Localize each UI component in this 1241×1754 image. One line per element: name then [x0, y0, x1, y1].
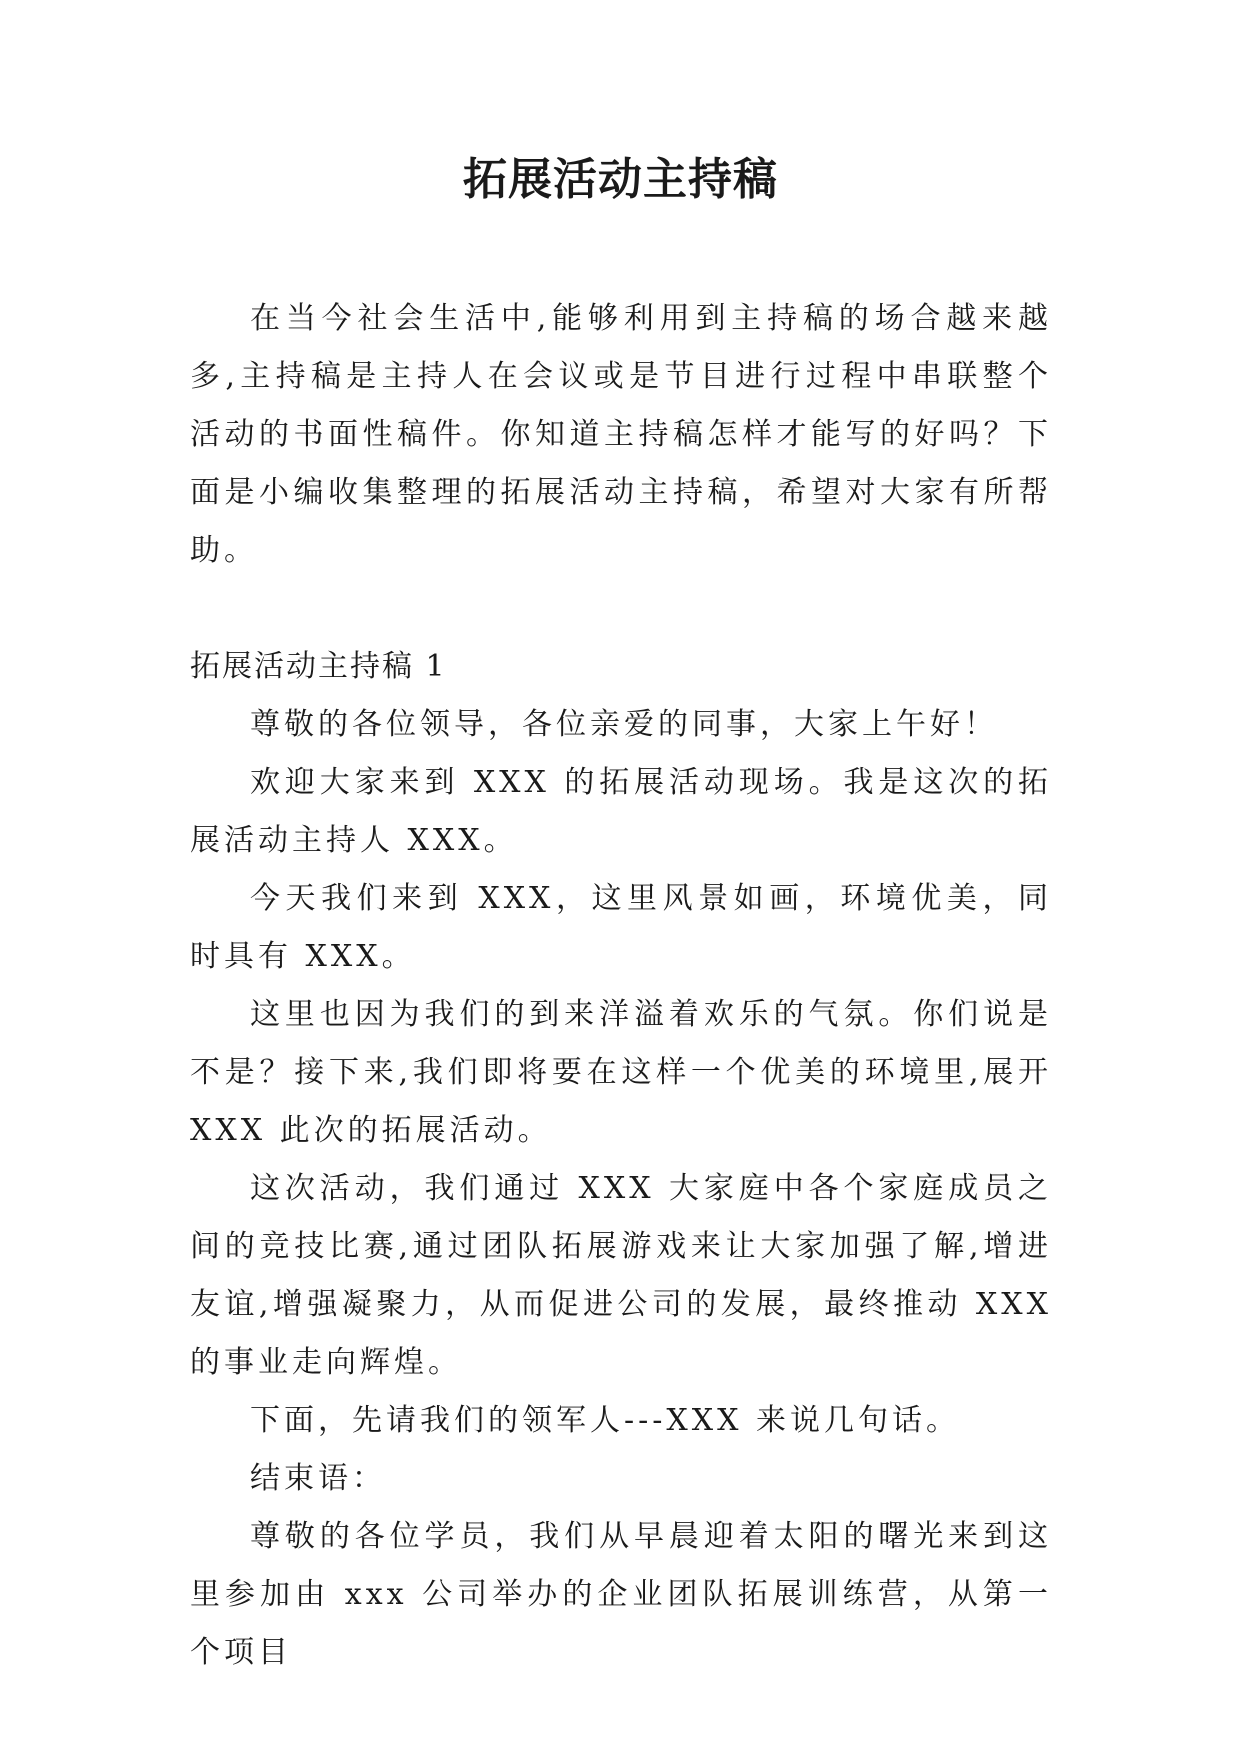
document-title: 拓展活动主持稿 — [463, 154, 778, 205]
paragraph-welcome: 欢迎大家来到 XXX 的拓展活动现场。我是这次的拓展活动主持人 XXX。 — [190, 765, 1052, 858]
paragraph-atmosphere: 这里也因为我们的到来洋溢着欢乐的气氛。你们说是不是？接下来,我们即将要在这样一个优美的环境里,展开 XXX 此次的拓展活动。 — [190, 997, 1052, 1148]
paragraph-purpose: 这次活动，我们通过 XXX 大家庭中各个家庭成员之间的竞技比赛,通过团队拓展游戏来让大家加强了解,增进友谊,增强凝聚力，从而促进公司的发展，最终推动 XXX 的事业走向辉煌。 — [190, 1171, 1052, 1380]
paragraph-venue: 今天我们来到 XXX，这里风景如画，环境优美，同时具有 XXX。 — [190, 881, 1052, 974]
paragraph-closing: 尊敬的各位学员，我们从早晨迎着太阳的曙光来到这里参加由 xxx 公司举办的企业团队拓展训练营，从第一个项目 — [190, 1519, 1052, 1670]
section-heading: 拓展活动主持稿 1 — [190, 649, 447, 684]
intro-paragraph: 在当今社会生活中,能够利用到主持稿的场合越来越多,主持稿是主持人在会议或是节目进行过程中串联整个活动的书面性稿件。你知道主持稿怎样才能写的好吗？下面是小编收集整理的拓展活动主持稿，希望对大家有所帮助。 — [190, 301, 1052, 568]
document-body — [190, 290, 1052, 1682]
paragraph-closing-label: 结束语： — [250, 1461, 386, 1496]
paragraph-greeting: 尊敬的各位领导，各位亲爱的同事，大家上午好！ — [250, 707, 998, 742]
paragraph-leader-speech: 下面，先请我们的领军人---XXX 来说几句话。 — [250, 1403, 961, 1438]
